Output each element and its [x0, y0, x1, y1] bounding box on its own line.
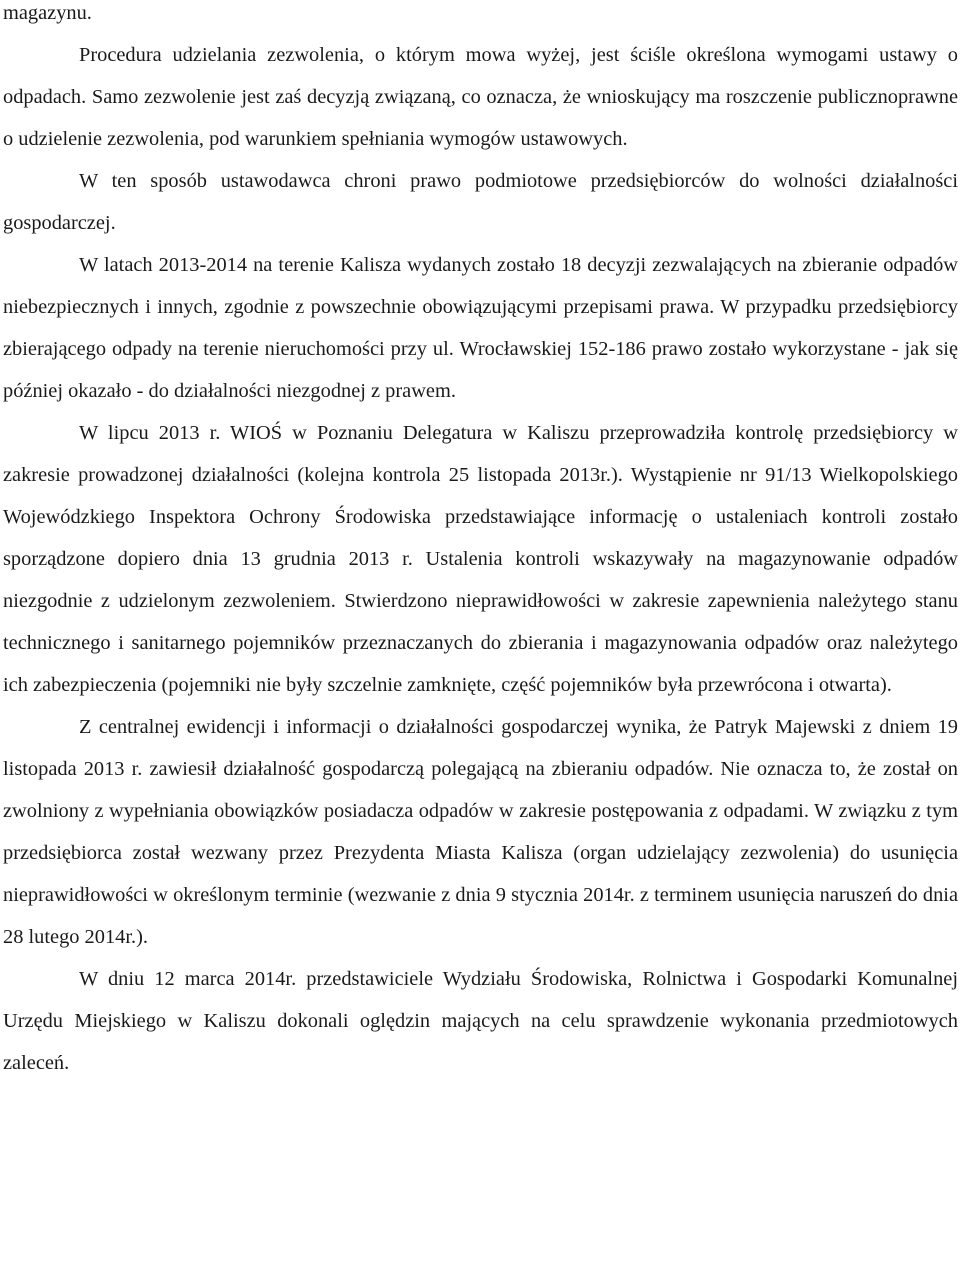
paragraph: W latach 2013-2014 na terenie Kalisza wydanych zostało 18 decyzji zezwalających na zbieranie odpadów niebezpiecznych i innych, zgodnie z powszechnie obowiązującymi przepisami prawa. W przypadku przedsiębiorcy zbierającego odpady na terenie nieruchomości przy ul. Wrocławskiej 152-186 prawo zostało wykorzystane - jak się później okazało - do działalności niezgodnej z prawem.	[3, 254, 958, 402]
paragraph: Procedura udzielania zezwolenia, o którym mowa wyżej, jest ściśle określona wymogami ustawy o odpadach. Samo zezwolenie jest zaś decyzją związaną, co oznacza, że wnioskujący ma roszczenie publicznoprawne o udzielenie zezwolenia, pod warunkiem spełniania wymogów ustawowych.	[3, 44, 958, 150]
paragraph: W ten sposób ustawodawca chroni prawo podmiotowe przedsiębiorców do wolności działalności gospodarczej.	[3, 170, 958, 234]
paragraph: Z centralnej ewidencji i informacji o działalności gospodarczej wynika, że Patryk Majewski z dniem 19 listopada 2013 r. zawiesił działalność gospodarczą polegającą na zbieraniu odpadów. Nie oznacza to, że został on zwolniony z wypełniania obowiązków posiadacza odpadów w zakresie postępowania z odpadami. W związku z tym przedsiębiorca został wezwany przez Prezydenta Miasta Kalisza (organ udzielający zezwolenia) do usunięcia nieprawidłowości w określonym terminie (wezwanie z dnia 9 stycznia 2014r. z terminem usunięcia naruszeń do dnia 28 lutego 2014r.).	[3, 716, 958, 948]
paragraph: W lipcu 2013 r. WIOŚ w Poznaniu Delegatura w Kaliszu przeprowadziła kontrolę przedsiębiorcy w zakresie prowadzonej działalności (kolejna kontrola 25 listopada 2013r.). Wystąpienie nr 91/13 Wielkopolskiego Wojewódzkiego Inspektora Ochrony Środowiska przedstawiające informację o ustaleniach kontroli zostało sporządzone dopiero dnia 13 grudnia 2013 r. Ustalenia kontroli wskazywały na magazynowanie odpadów niezgodnie z udzielonym zezwoleniem. Stwierdzono nieprawidłowości w zakresie zapewnienia należytego stanu technicznego i sanitarnego pojemników przeznaczanych do zbierania i magazynowania odpadów oraz należytego ich zabezpieczenia (pojemniki nie były szczelnie zamknięte, część pojemników była przewrócona i otwarta).	[3, 422, 958, 696]
document-page	[3, 0, 958, 1084]
paragraph: W dniu 12 marca 2014r. przedstawiciele Wydziału Środowiska, Rolnictwa i Gospodarki Komunalnej Urzędu Miejskiego w Kaliszu dokonali oględzin mających na celu sprawdzenie wykonania przedmiotowych zaleceń.	[3, 968, 958, 1074]
paragraph-fragment: magazynu.	[3, 2, 92, 24]
